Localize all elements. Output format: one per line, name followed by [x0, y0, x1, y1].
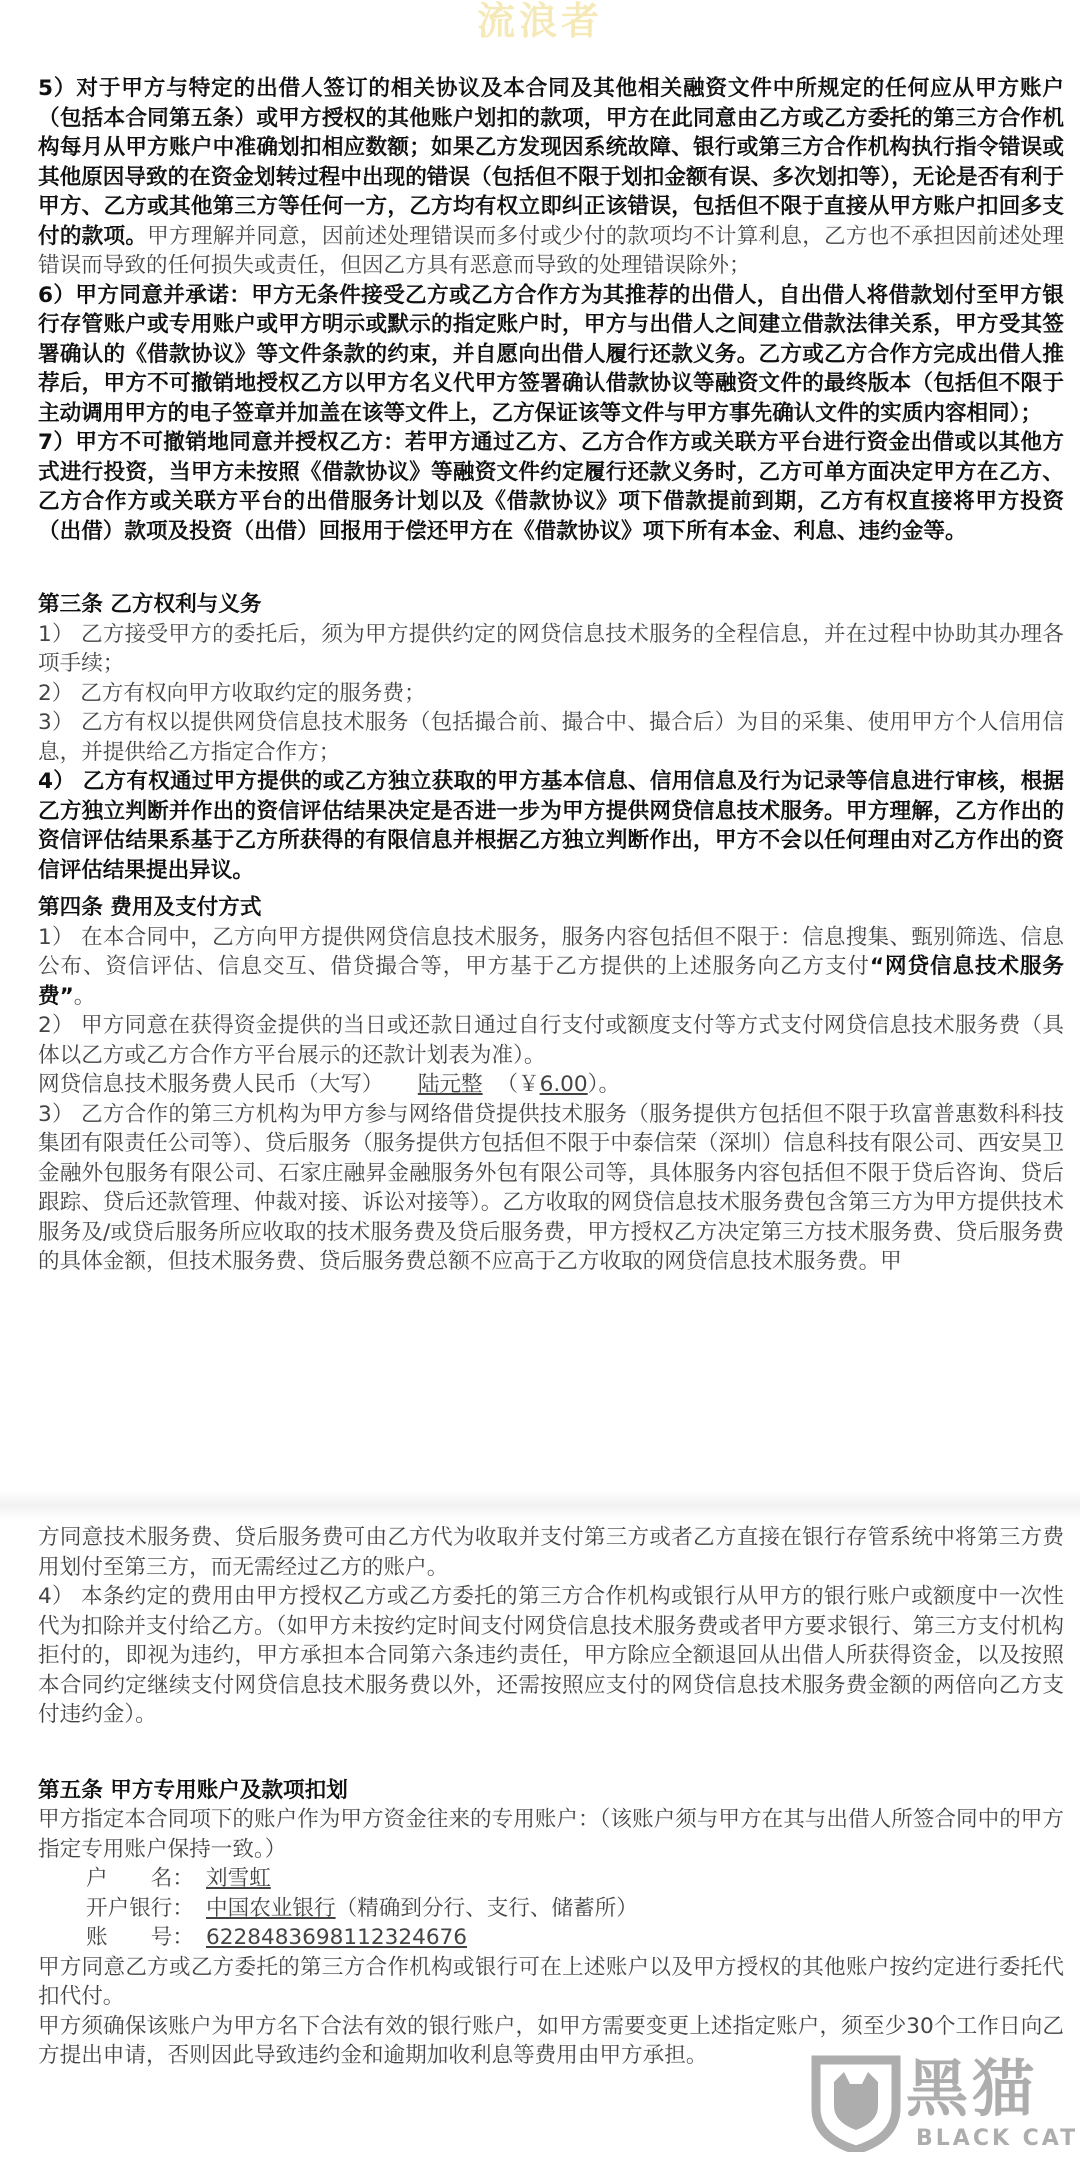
article-3-item-4: 4） 乙方有权通过甲方提供的或乙方独立获取的甲方基本信息、信用信息及行为记录等信息进行审核，根据乙方独立判断并作出的资信评估结果决定是否进一步为甲方提供网贷信息技术服务。甲方理解，乙方作出的资信评估结果系基于乙方所获得的有限信息并根据乙方独立判断作出，甲方不会以任何理由对乙方作出的资信评估结果提出异议。 [38, 769, 1064, 883]
fee-num-close: ）。 [587, 1072, 621, 1097]
top-watermark: 流浪者 [476, 0, 603, 43]
black-cat-watermark [800, 2048, 1080, 2160]
article-5-intro: 甲方指定本合同项下的账户作为甲方资金往来的专用账户：（该账户须与甲方在其与出借人所签合同中的甲方指定专用账户保持一致。） [38, 1807, 1064, 1862]
article-4-item-1-end: 。 [73, 983, 96, 1009]
article-4-item-1-text: 1） 在本合同中，乙方向甲方提供网贷信息技术服务，服务内容包括但不限于：信息搜集、甄别筛选、信息公布、资信评估、信息交互、借贷撮合等，甲方基于乙方提供的上述服务向乙方支付 [38, 924, 1064, 979]
article-4-item-2: 2） 甲方同意在获得资金提供的当日或还款日通过自行支付或额度支付等方式支付网贷信息技术服务费（具体以乙方或乙方合作方平台展示的还款计划表为准）。 [38, 1013, 1064, 1068]
clause-item-6: 6）甲方同意并承诺：甲方无条件接受乙方或乙方合作方为其推荐的出借人，自出借人将借款划付至甲方银行存管账户或专用账户或甲方明示或默示的指定账户时，甲方与出借人之间建立借款法律关系，甲方受其签署确认的《借款协议》等文件条款的约束，并自愿向出借人履行还款义务。乙方或乙方合作方完成出借人推荐后，甲方不可撤销地授权乙方以甲方名义代甲方签署确认借款协议等融资文件的最终版本（包括但不限于主动调用甲方的电子签章并加盖在该等文件上，乙方保证该等文件与甲方事先确认文件的实质内容相同）； [38, 282, 1064, 426]
account-bank-label: 开户银行： [86, 1895, 194, 1921]
fee-amount-number: 6.00 [539, 1072, 588, 1097]
page-separator [0, 1490, 1080, 1520]
account-number-value: 6228483698112324676 [206, 1925, 468, 1950]
article-4-item-3: 3） 乙方合作的第三方机构为甲方参与网络借贷提供技术服务（服务提供方包括但不限于玖富普惠数科科技集团有限责任公司等）、贷后服务（服务提供方包括但不限于中泰信荣（深圳）信息科技有限公司、西安昊卫金融外包服务有限公司、石家庄融昇金融服务外包有限公司等，具体服务内容包括但不限于贷后咨询、贷后跟踪、贷后还款管理、仲裁对接、诉讼对接等）。乙方收取的网贷信息技术服务费包含第三方为甲方提供技术服务及/或贷后服务所应收取的技术服务费及贷后服务费，甲方授权乙方决定第三方技术服务费、贷后服务费的具体金额，但技术服务费、贷后服务费总额不应高于乙方收取的网贷信息技术服务费。甲 [38, 1101, 1064, 1274]
article-5-ensure: 甲方须确保该账户为甲方名下合法有效的银行账户，如甲方需要变更上述指定账户，须至少30个工作日向乙方提出申请，否则因此导致违约金和逾期加收利息等费用由甲方承担。 [38, 2013, 1064, 2068]
fee-label: 网贷信息技术服务费人民币（大写） [38, 1072, 384, 1097]
account-name-row [38, 1864, 1064, 1894]
clause-item-5-bold: 5）对于甲方与特定的出借人签订的相关协议及本合同及其他相关融资文件中所规定的任何应从甲方账户（包括本合同第五条）或甲方授权的其他账户划扣的款项，甲方在此同意由乙方或乙方委托的第三方合作机构每月从甲方账户中准确划扣相应数额；如果乙方发现因系统故障、银行或第三方合作机构执行指令错误或其他原因导致的在资金划转过程中出现的错误（包括但不限于划扣金额有误、多次划扣等），无论是否有利于甲方、乙方或其他第三方等任何一方，乙方均有权立即纠正该错误，包括但不限于直接从甲方账户扣回多支付的款项。 [38, 76, 1064, 249]
contract-page-1 [38, 74, 1064, 1277]
article-4-item-3-continued: 方同意技术服务费、贷后服务费可由乙方代为收取并支付第三方或者乙方直接在银行存管系统中将第三方费用划付至第三方，而无需经过乙方的账户。 [38, 1525, 1064, 1580]
article-3-item-1: 1） 乙方接受甲方的委托后，须为甲方提供约定的网贷信息技术服务的全程信息，并在过程中协助其办理各项手续； [38, 621, 1064, 676]
article-4-item-1 [38, 923, 1064, 1012]
account-number-label: 账 号： [86, 1925, 194, 1950]
account-bank-note: （精确到分行、支行、储蓄所） [335, 1895, 638, 1921]
clause-item-5-normal: 甲方理解并同意，因前述处理错误而多付或少付的款项均不计算利息，乙方也不承担因前述处理错误而导致的任何损失或责任，但因乙方具有恶意而导致的处理错误除外； [38, 223, 1064, 278]
contract-page-2 [38, 1523, 1064, 2071]
logo-en-text: BLACK CAT [916, 2126, 1079, 2151]
account-number-row [38, 1923, 1064, 1953]
article-5-title: 第五条 甲方专用账户及款项扣划 [38, 1777, 348, 1803]
service-fee-term: “网贷信息技术服务费” [38, 954, 1064, 1009]
article-3-item-3: 3） 乙方有权以提供网贷信息技术服务（包括撮合前、撮合中、撮合后）为目的采集、使用甲方个人信用信息，并提供给乙方指定合作方； [38, 710, 1064, 765]
clause-item-5 [38, 74, 1064, 281]
account-bank-value: 中国农业银行 [206, 1895, 336, 1921]
fee-num-open: （￥ [496, 1072, 540, 1097]
cat-shield-icon [810, 2052, 902, 2152]
account-name-value: 刘雪虹 [206, 1866, 271, 1891]
article-4-title: 第四条 费用及支付方式 [38, 895, 262, 920]
account-name-label: 户 名： [86, 1866, 194, 1891]
article-4-item-4: 4） 本条约定的费用由甲方授权乙方或乙方委托的第三方合作机构或银行从甲方的银行账户或额度中一次性代为扣除并支付给乙方。（如甲方未按约定时间支付网贷信息技术服务费或者甲方要求银行、第三方支付机构拒付的，即视为违约，甲方承担本合同第六条违约责任，甲方除应全额退回从出借人所获得资金，以及按照本合同约定继续支付网贷信息技术服务费以外，还需按照应支付的网贷信息技术服务费金额的两倍向乙方支付违约金）。 [38, 1584, 1064, 1727]
article-3-item-2: 2） 乙方有权向甲方收取约定的服务费； [38, 680, 426, 706]
clause-item-7: 7）甲方不可撤销地同意并授权乙方：若甲方通过乙方、乙方合作方或关联方平台进行资金出借或以其他方式进行投资，当甲方未按照《借款协议》等融资文件约定履行还款义务时，乙方可单方面决定甲方在乙方、乙方合作方或关联方平台的出借服务计划以及《借款协议》项下借款提前到期，乙方有权直接将甲方投资（出借）款项及投资（出借）回报用于偿还甲方在《借款协议》项下所有本金、利息、违约金等。 [38, 430, 1064, 544]
logo-cn-text: 黑猫 [906, 2052, 1039, 2125]
account-bank-row [38, 1894, 1064, 1924]
fee-amount-line [38, 1070, 1064, 1100]
fee-amount-uppercase: 陆元整 [417, 1072, 483, 1097]
article-3-title: 第三条 乙方权利与义务 [38, 592, 262, 617]
article-5-agree: 甲方同意乙方或乙方委托的第三方合作机构或银行可在上述账户以及甲方授权的其他账户按约定进行委托代扣代付。 [38, 1954, 1064, 2009]
